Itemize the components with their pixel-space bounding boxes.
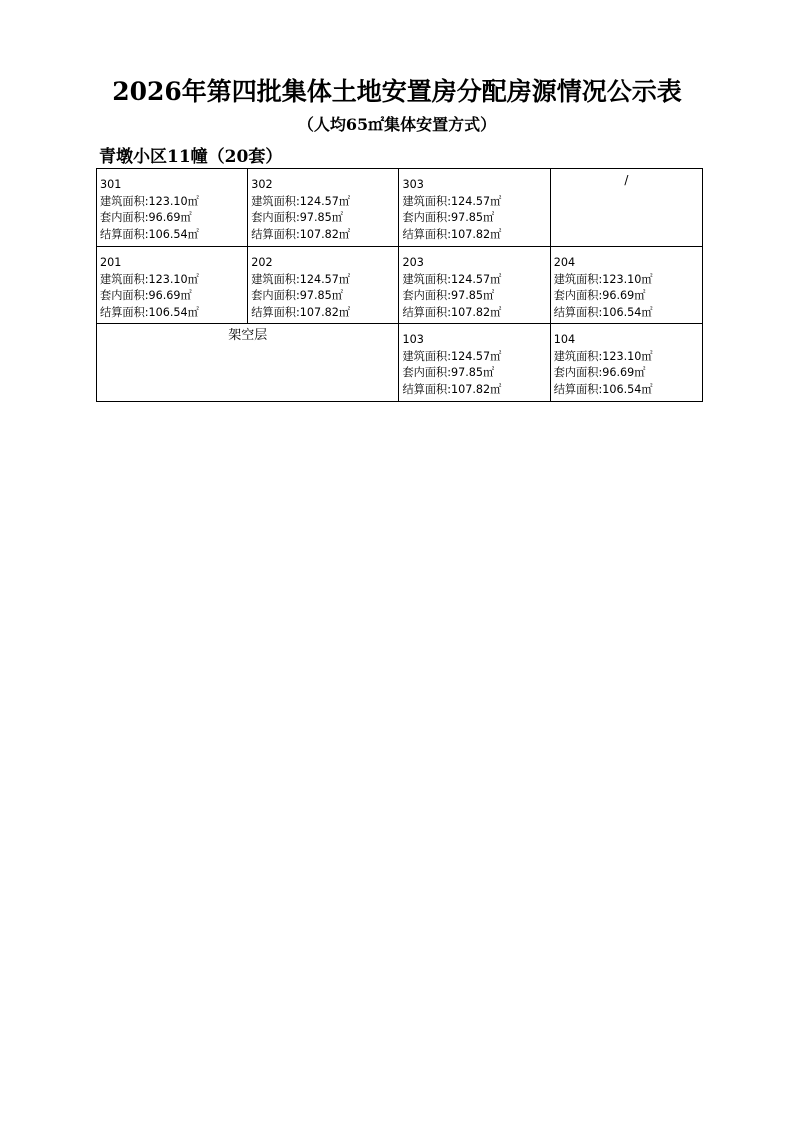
floor-3-row — [97, 169, 703, 247]
build-area: 建筑面积:124.57㎡ — [251, 194, 351, 208]
unit-number: 302 — [251, 178, 273, 191]
unit-cell-202 — [248, 247, 399, 324]
unit-cell-204 — [550, 247, 702, 324]
floor-2-row — [97, 247, 703, 324]
settle-area: 结算面积:106.54㎡ — [553, 382, 653, 396]
inner-area: 套内面积:97.85㎡ — [402, 211, 495, 224]
page-title: 2026年第四批集体土地安置房分配房源情况公示表 — [112, 77, 682, 106]
empty-mark: / — [624, 173, 629, 187]
inner-area: 套内面积:96.69㎡ — [553, 289, 646, 302]
unit-cell-104 — [550, 324, 702, 402]
unit-cell-103 — [399, 324, 550, 402]
unit-cell-301 — [97, 169, 248, 247]
settle-area: 结算面积:107.82㎡ — [251, 305, 351, 319]
settle-area: 结算面积:107.82㎡ — [402, 227, 502, 241]
build-area: 建筑面积:124.57㎡ — [251, 272, 351, 286]
unit-number: 204 — [553, 256, 576, 269]
build-area: 建筑面积:123.10㎡ — [100, 194, 199, 208]
settle-area: 结算面积:106.54㎡ — [100, 227, 199, 241]
stilt-floor-cell — [97, 324, 399, 402]
build-area: 建筑面积:124.57㎡ — [402, 272, 502, 286]
unit-number: 104 — [553, 333, 576, 346]
unit-cell-303 — [399, 169, 550, 247]
build-area: 建筑面积:123.10㎡ — [553, 272, 653, 286]
unit-table — [96, 168, 703, 402]
settle-area: 结算面积:106.54㎡ — [553, 305, 653, 319]
build-area: 建筑面积:124.57㎡ — [402, 194, 502, 208]
inner-area: 套内面积:96.69㎡ — [100, 211, 192, 224]
settle-area: 结算面积:106.54㎡ — [100, 305, 199, 319]
unit-number: 202 — [251, 256, 273, 269]
unit-cell-201 — [97, 247, 248, 324]
unit-number: 301 — [100, 178, 122, 191]
build-area: 建筑面积:124.57㎡ — [402, 349, 502, 363]
unit-number: 303 — [402, 178, 424, 191]
unit-cell-203 — [399, 247, 550, 324]
inner-area: 套内面积:97.85㎡ — [251, 289, 343, 302]
unit-number: 201 — [100, 256, 122, 269]
floor-1-row — [97, 324, 703, 402]
inner-area: 套内面积:96.69㎡ — [553, 366, 646, 379]
inner-area: 套内面积:96.69㎡ — [100, 289, 192, 302]
build-area: 建筑面积:123.10㎡ — [100, 272, 199, 286]
settle-area: 结算面积:107.82㎡ — [402, 382, 502, 396]
page-subtitle: （人均65㎡集体安置方式） — [297, 115, 497, 134]
unit-cell-302 — [248, 169, 399, 247]
unit-number: 103 — [402, 333, 424, 346]
inner-area: 套内面积:97.85㎡ — [402, 366, 495, 379]
building-heading: 青墩小区11幢（20套） — [99, 147, 283, 167]
inner-area: 套内面积:97.85㎡ — [251, 211, 343, 224]
inner-area: 套内面积:97.85㎡ — [402, 289, 495, 302]
empty-unit-cell — [550, 169, 702, 247]
settle-area: 结算面积:107.82㎡ — [402, 305, 502, 319]
unit-number: 203 — [402, 256, 424, 269]
stilt-floor-label: 架空层 — [228, 328, 268, 343]
build-area: 建筑面积:123.10㎡ — [553, 349, 653, 363]
settle-area: 结算面积:107.82㎡ — [251, 227, 351, 241]
